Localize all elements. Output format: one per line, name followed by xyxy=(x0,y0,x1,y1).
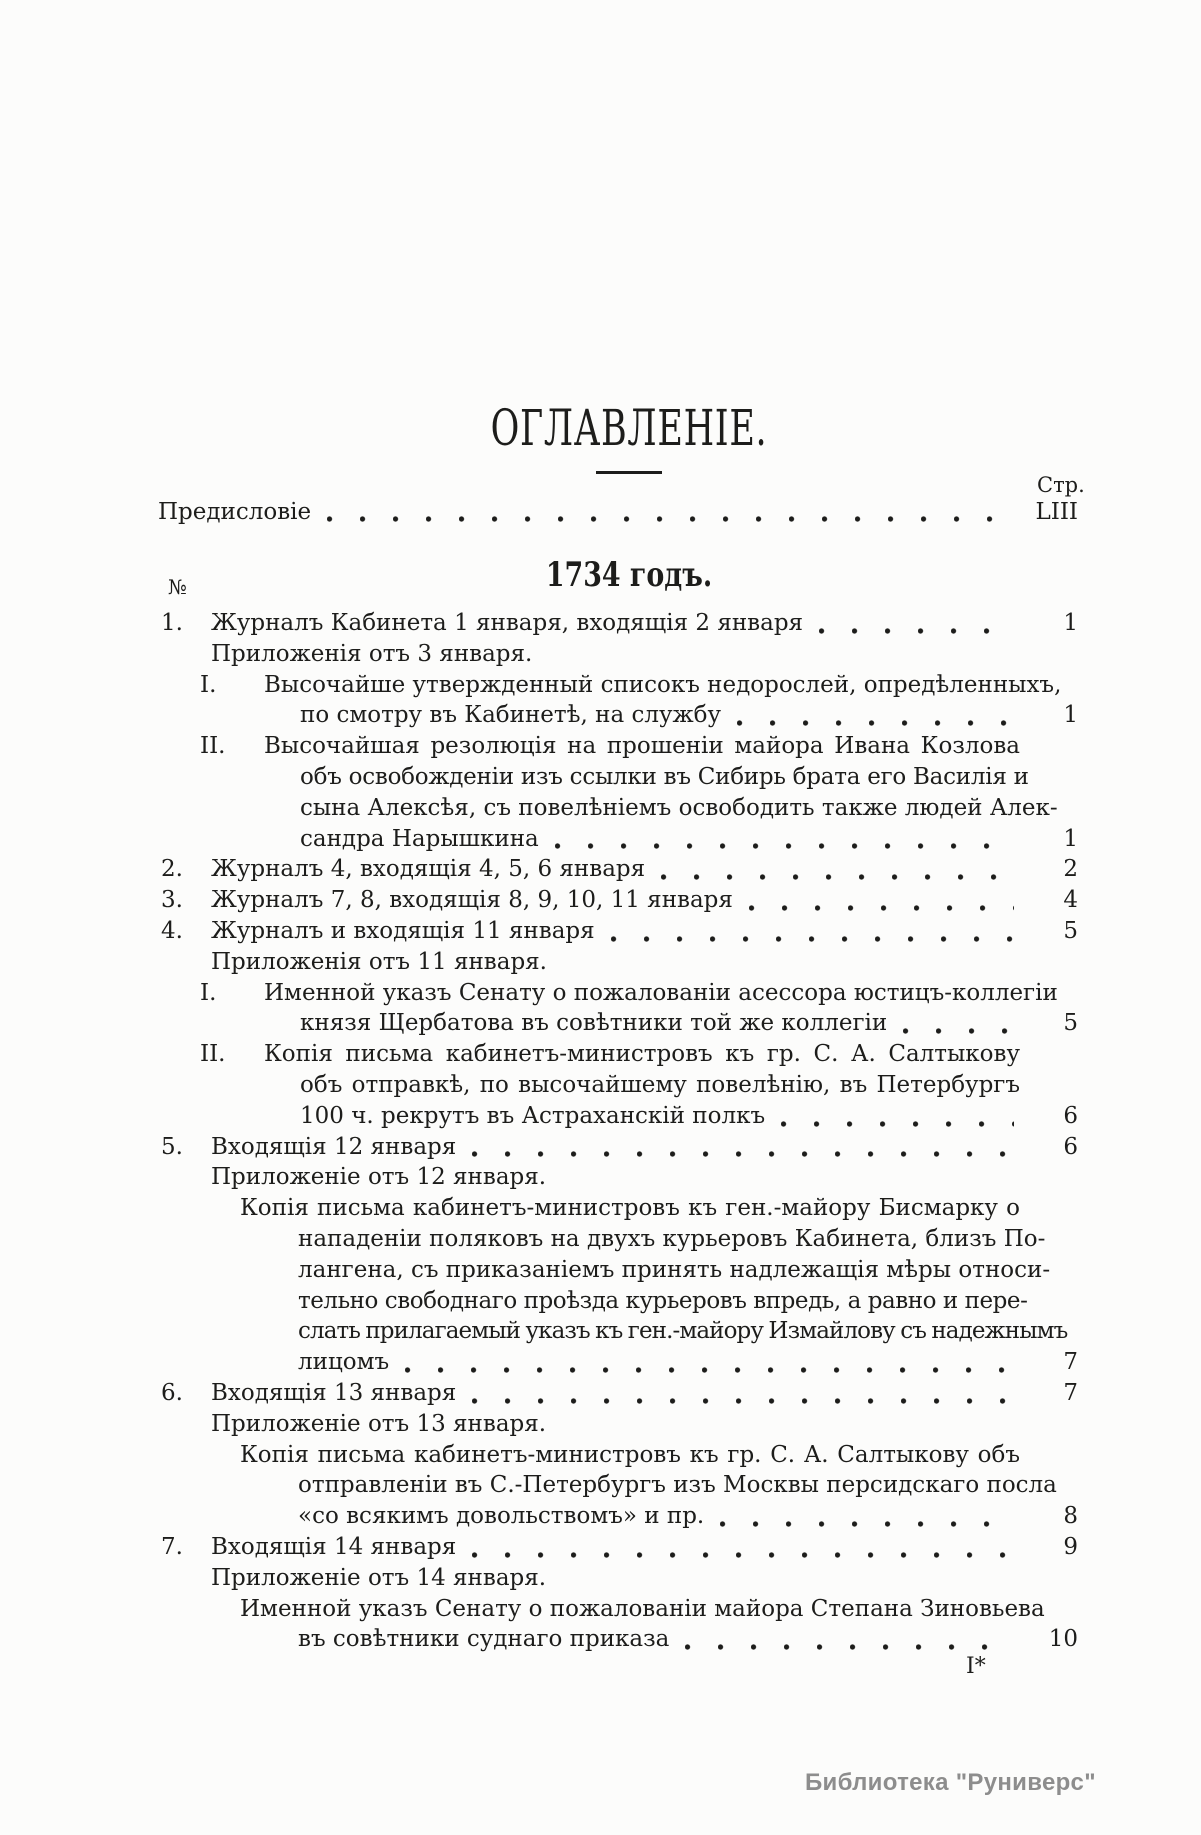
row-text: въ совѣтники суднаго приказа xyxy=(298,1626,670,1653)
toc-row xyxy=(160,885,1078,916)
toc-row xyxy=(160,1316,1078,1347)
toc-row xyxy=(160,1347,1078,1378)
row-label: II. xyxy=(200,733,226,760)
row-text: объ отправкѣ, по высочайшему повелѣнію, въ Петербургъ xyxy=(300,1071,1020,1098)
row-text: слать прилагаемый указъ къ ген.-майору Измайлову съ надежнымъ xyxy=(298,1318,1068,1345)
page-column-header: Стр. xyxy=(1037,473,1085,497)
toc-row xyxy=(160,854,1078,885)
page-number: 5 xyxy=(1063,917,1078,944)
toc-row xyxy=(160,916,1078,947)
leader-dots xyxy=(661,874,1014,880)
toc-row xyxy=(160,731,1078,762)
leader-dots xyxy=(737,720,1014,726)
page-number: 2 xyxy=(1063,856,1078,883)
row-text: Копія письма кабинетъ-министровъ къ гр. С. А. Салтыкову xyxy=(264,1041,1020,1068)
toc-row xyxy=(160,1255,1078,1286)
toc-row xyxy=(160,670,1078,701)
page-number: 7 xyxy=(1063,1379,1078,1406)
row-text: Входящія 12 января xyxy=(211,1133,457,1160)
row-text: лицомъ xyxy=(298,1349,390,1376)
row-text: тельно свободнаго проѣзда курьеровъ впредь, а равно и пере- xyxy=(298,1287,1028,1314)
row-text: Журналъ 4, входящія 4, 5, 6 января xyxy=(211,856,646,883)
signature-mark: I* xyxy=(966,1654,986,1679)
toc-row xyxy=(160,1101,1078,1132)
toc-row xyxy=(160,762,1078,793)
row-text: Приложеніе отъ 12 января. xyxy=(211,1164,547,1191)
toc-row xyxy=(160,1286,1078,1317)
row-text: князя Щербатова въ совѣтники той же коллегіи xyxy=(300,1010,888,1037)
page-number: 5 xyxy=(1063,1010,1078,1037)
row-text: Приложенія отъ 3 января. xyxy=(211,640,533,667)
page-number: 4 xyxy=(1063,887,1078,914)
page-number: 9 xyxy=(1063,1533,1078,1560)
row-number: 1. xyxy=(161,610,183,636)
leader-dots xyxy=(781,1121,1014,1127)
toc-row xyxy=(160,1594,1078,1625)
title-divider xyxy=(596,471,662,474)
row-text: Копія письма кабинетъ-министровъ къ гр. С. А. Салтыкову объ xyxy=(240,1441,1020,1468)
leader-dots xyxy=(472,1398,1014,1404)
toc-row xyxy=(160,1624,1078,1655)
page-number: 1 xyxy=(1063,702,1078,729)
toc-row xyxy=(160,1162,1078,1193)
leader-dots xyxy=(327,516,1014,522)
row-text: лангена, съ приказаніемъ принять надлежащія мѣры относи- xyxy=(298,1256,1051,1283)
row-text: по смотру въ Кабинетѣ, на службу xyxy=(300,702,722,729)
toc-row xyxy=(160,1224,1078,1255)
leader-dots xyxy=(555,843,1014,849)
page-title: ОГЛАВЛЕНІЕ. xyxy=(490,399,768,457)
toc-row xyxy=(160,1409,1078,1440)
page-number: 6 xyxy=(1063,1102,1078,1129)
row-text: Журналъ Кабинета 1 января, входящія 2 января xyxy=(211,610,804,636)
toc-row xyxy=(160,1070,1078,1101)
toc-row xyxy=(160,978,1078,1009)
row-text: Журналъ и входящія 11 января xyxy=(211,917,595,944)
row-number: 6. xyxy=(161,1379,183,1406)
toc-row xyxy=(160,1501,1078,1532)
row-text: Высочайшая резолюція на прошеніи майора Ивана Козлова xyxy=(264,733,1020,760)
toc-row xyxy=(160,947,1078,978)
row-number: 5. xyxy=(161,1133,183,1160)
row-text: объ освобожденіи изъ ссылки въ Сибирь брата его Василія и xyxy=(300,763,1029,790)
row-text: 100 ч. рекрутъ въ Астраханскій полкъ xyxy=(300,1102,766,1129)
leader-dots xyxy=(472,1151,1014,1157)
toc-row xyxy=(160,608,1078,639)
page-number: LIII xyxy=(1035,499,1078,525)
row-text: нападеніи поляковъ на двухъ курьеровъ Кабинета, близъ По- xyxy=(298,1225,1046,1252)
leader-dots xyxy=(720,1521,1014,1527)
row-text: сандра Нарышкина xyxy=(300,825,539,852)
row-text: сына Алексѣя, съ повелѣніемъ освободить также людей Алек- xyxy=(300,794,1058,821)
toc-row xyxy=(160,824,1078,855)
toc-row xyxy=(160,1039,1078,1070)
leader-dots xyxy=(472,1552,1014,1558)
page-number: 8 xyxy=(1063,1503,1078,1530)
toc-row xyxy=(160,639,1078,670)
toc-row xyxy=(160,1008,1078,1039)
toc-row xyxy=(160,1470,1078,1501)
row-text: Приложенія отъ 11 января. xyxy=(211,948,547,975)
row-number: 2. xyxy=(161,856,183,883)
preface-label: Предисловіе xyxy=(158,499,312,525)
row-text: отправленіи въ С.-Петербургъ изъ Москвы персидскаго посла xyxy=(298,1472,1057,1499)
library-watermark: Библиотека "Руниверс" xyxy=(805,1769,1096,1796)
toc-row xyxy=(160,1193,1078,1224)
page-number: 7 xyxy=(1063,1349,1078,1376)
row-text: Высочайше утвержденный списокъ недорослей, опредѣленныхъ, xyxy=(264,671,1062,698)
leader-dots xyxy=(405,1367,1014,1373)
toc-row xyxy=(160,1563,1078,1594)
row-number: 7. xyxy=(161,1533,183,1560)
toc-row xyxy=(160,1532,1078,1563)
toc-row xyxy=(160,700,1078,731)
leader-dots xyxy=(749,905,1014,911)
toc-row xyxy=(160,1132,1078,1163)
leader-dots xyxy=(685,1644,1014,1650)
row-text: Копія письма кабинетъ-министровъ къ ген.-майору Бисмарку о xyxy=(240,1195,1020,1222)
row-text: «со всякимъ довольствомъ» и пр. xyxy=(298,1503,705,1530)
row-label: I. xyxy=(200,979,217,1006)
year-heading: 1734 годъ. xyxy=(545,555,713,595)
toc-row xyxy=(160,1440,1078,1471)
toc-rows xyxy=(160,608,1078,1655)
row-text: Приложеніе отъ 14 января. xyxy=(211,1564,547,1591)
number-column-header: № xyxy=(168,575,187,599)
row-label: II. xyxy=(200,1041,226,1068)
row-text: Приложеніе отъ 13 января. xyxy=(211,1410,547,1437)
page-number: 1 xyxy=(1063,610,1078,636)
row-number: 4. xyxy=(161,917,183,944)
toc-row xyxy=(160,793,1078,824)
preface-row xyxy=(158,497,1078,527)
page-number: 10 xyxy=(1048,1626,1078,1653)
row-text: Именной указъ Сенату о пожалованіи майора Степана Зиновьева xyxy=(240,1595,1045,1622)
leader-dots xyxy=(611,936,1014,942)
row-text: Входящія 14 января xyxy=(211,1533,457,1560)
row-text: Именной указъ Сенату о пожалованіи асессора юстицъ-коллегіи xyxy=(264,979,1058,1006)
leader-dots xyxy=(903,1028,1014,1034)
row-text: Входящія 13 января xyxy=(211,1379,457,1406)
row-label: I. xyxy=(200,671,217,698)
leader-dots xyxy=(819,628,1014,634)
toc-row xyxy=(160,1378,1078,1409)
page-number: 1 xyxy=(1063,825,1078,852)
page-number: 6 xyxy=(1063,1133,1078,1160)
row-number: 3. xyxy=(161,887,183,914)
row-text: Журналъ 7, 8, входящія 8, 9, 10, 11 января xyxy=(211,887,733,914)
